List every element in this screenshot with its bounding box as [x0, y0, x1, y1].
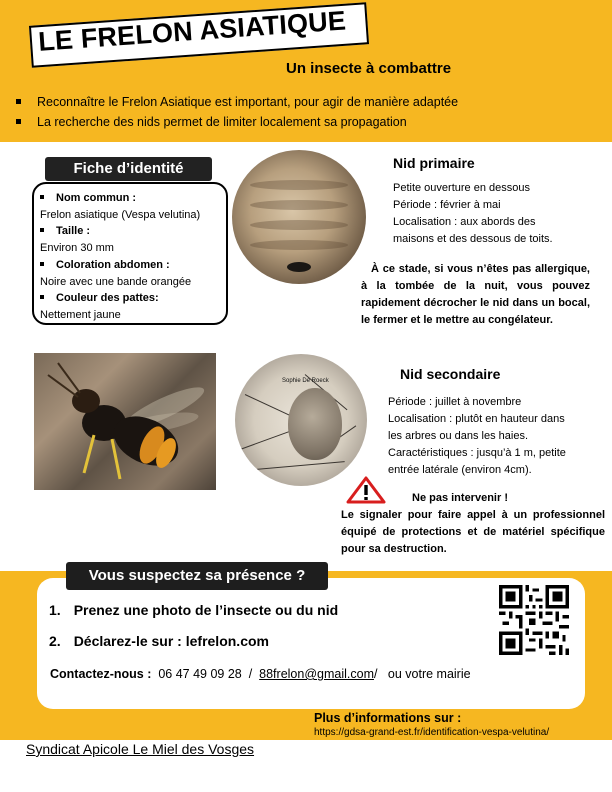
fiche-value-coloration: Noire avec une bande orangée	[40, 276, 192, 288]
footer-organization: Syndicat Apicole Le Miel des Vosges	[26, 741, 255, 757]
header-bullet: Reconnaître le Frelon Asiatique est important, pour agir de manière adaptée	[16, 95, 458, 109]
bullet-square-icon	[40, 295, 44, 299]
contact-label: Contactez-nous :	[50, 667, 152, 681]
contact-header: Vous suspectez sa présence ?	[66, 562, 328, 590]
fiche-value-taille: Environ 30 mm	[40, 242, 114, 254]
header-bullet: La recherche des nids permet de limiter localement sa propagation	[16, 115, 407, 129]
primary-nest-line: Petite ouverture en dessous	[393, 182, 530, 194]
fiche-label-pattes: Couleur des pattes:	[40, 292, 159, 304]
fiche-value-pattes: Nettement jaune	[40, 309, 121, 321]
bullet-square-icon	[40, 195, 44, 199]
secondary-nest-title: Nid secondaire	[400, 366, 501, 382]
primary-nest-line: maisons et des dessous de toits.	[393, 233, 553, 245]
bullet-square-icon	[40, 228, 44, 232]
more-info-label: Plus d’informations sur :	[314, 711, 462, 725]
fiche-label-taille: Taille :	[40, 225, 90, 237]
page-subtitle: Un insecte à combattre	[286, 60, 452, 77]
fiche-label-coloration: Coloration abdomen :	[40, 259, 170, 271]
contact-email[interactable]: 88frelon@gmail.com	[259, 667, 374, 681]
secondary-nest-line: Caractéristiques : jusqu’à 1 m, petite	[388, 447, 566, 459]
step-1: 1. Prenez une photo de l’insecte ou du nid	[49, 602, 339, 618]
contact-phone[interactable]: 06 47 49 09 28	[158, 667, 242, 681]
secondary-nest-line: Période : juillet à novembre	[388, 396, 522, 408]
contact-line: Contactez-nous : 06 47 49 09 28 / 88frelon@gmail.com/ ou votre mairie	[50, 667, 471, 681]
primary-nest-advice: À ce stade, si vous n’êtes pas allergique, à la tombée de la nuit, vous pouvez rapidement décrocher le nid dans un bocal, le fermer et le mettre au congélateur.	[361, 263, 590, 326]
hornet-illustration	[34, 353, 216, 490]
hornet-photo	[34, 353, 216, 490]
secondary-nest-line: Localisation : plutôt en hauteur dans	[388, 413, 565, 425]
qr-code-icon[interactable]	[499, 585, 569, 655]
photo-credit: Sophie De Roeck	[282, 378, 329, 384]
step-2: 2. Déclarez-le sur : lefrelon.com	[49, 633, 269, 649]
contact-mairie: ou votre mairie	[387, 667, 471, 681]
identity-card-title: Fiche d’identité	[45, 157, 212, 181]
secondary-nest-line: les arbres ou dans les haies.	[388, 430, 529, 442]
primary-nest-title: Nid primaire	[393, 155, 475, 171]
warning-icon	[346, 476, 386, 504]
primary-nest-line: Période : février à mai	[393, 199, 501, 211]
primary-nest-line: Localisation : aux abords des	[393, 216, 536, 228]
bullet-square-icon	[16, 119, 21, 124]
bullet-square-icon	[16, 99, 21, 104]
secondary-nest-illustration	[288, 388, 342, 460]
primary-nest-photo	[232, 150, 366, 284]
more-info-link[interactable]: https://gdsa-grand-est.fr/identification-vespa-velutina/	[314, 727, 550, 738]
fiche-value-nom: Frelon asiatique (Vespa velutina)	[40, 209, 201, 221]
warning-title: Ne pas intervenir !	[412, 492, 508, 504]
fiche-label-nom: Nom commun :	[40, 192, 136, 204]
warning-text: Le signaler pour faire appel à un professionnel équipé de protections et de matériel spécifique pour sa destruction.	[341, 509, 605, 555]
secondary-nest-line: entrée latérale (environ 4cm).	[388, 464, 532, 476]
page-title: LE FRELON ASIATIQUE	[37, 5, 347, 57]
bullet-square-icon	[40, 262, 44, 266]
